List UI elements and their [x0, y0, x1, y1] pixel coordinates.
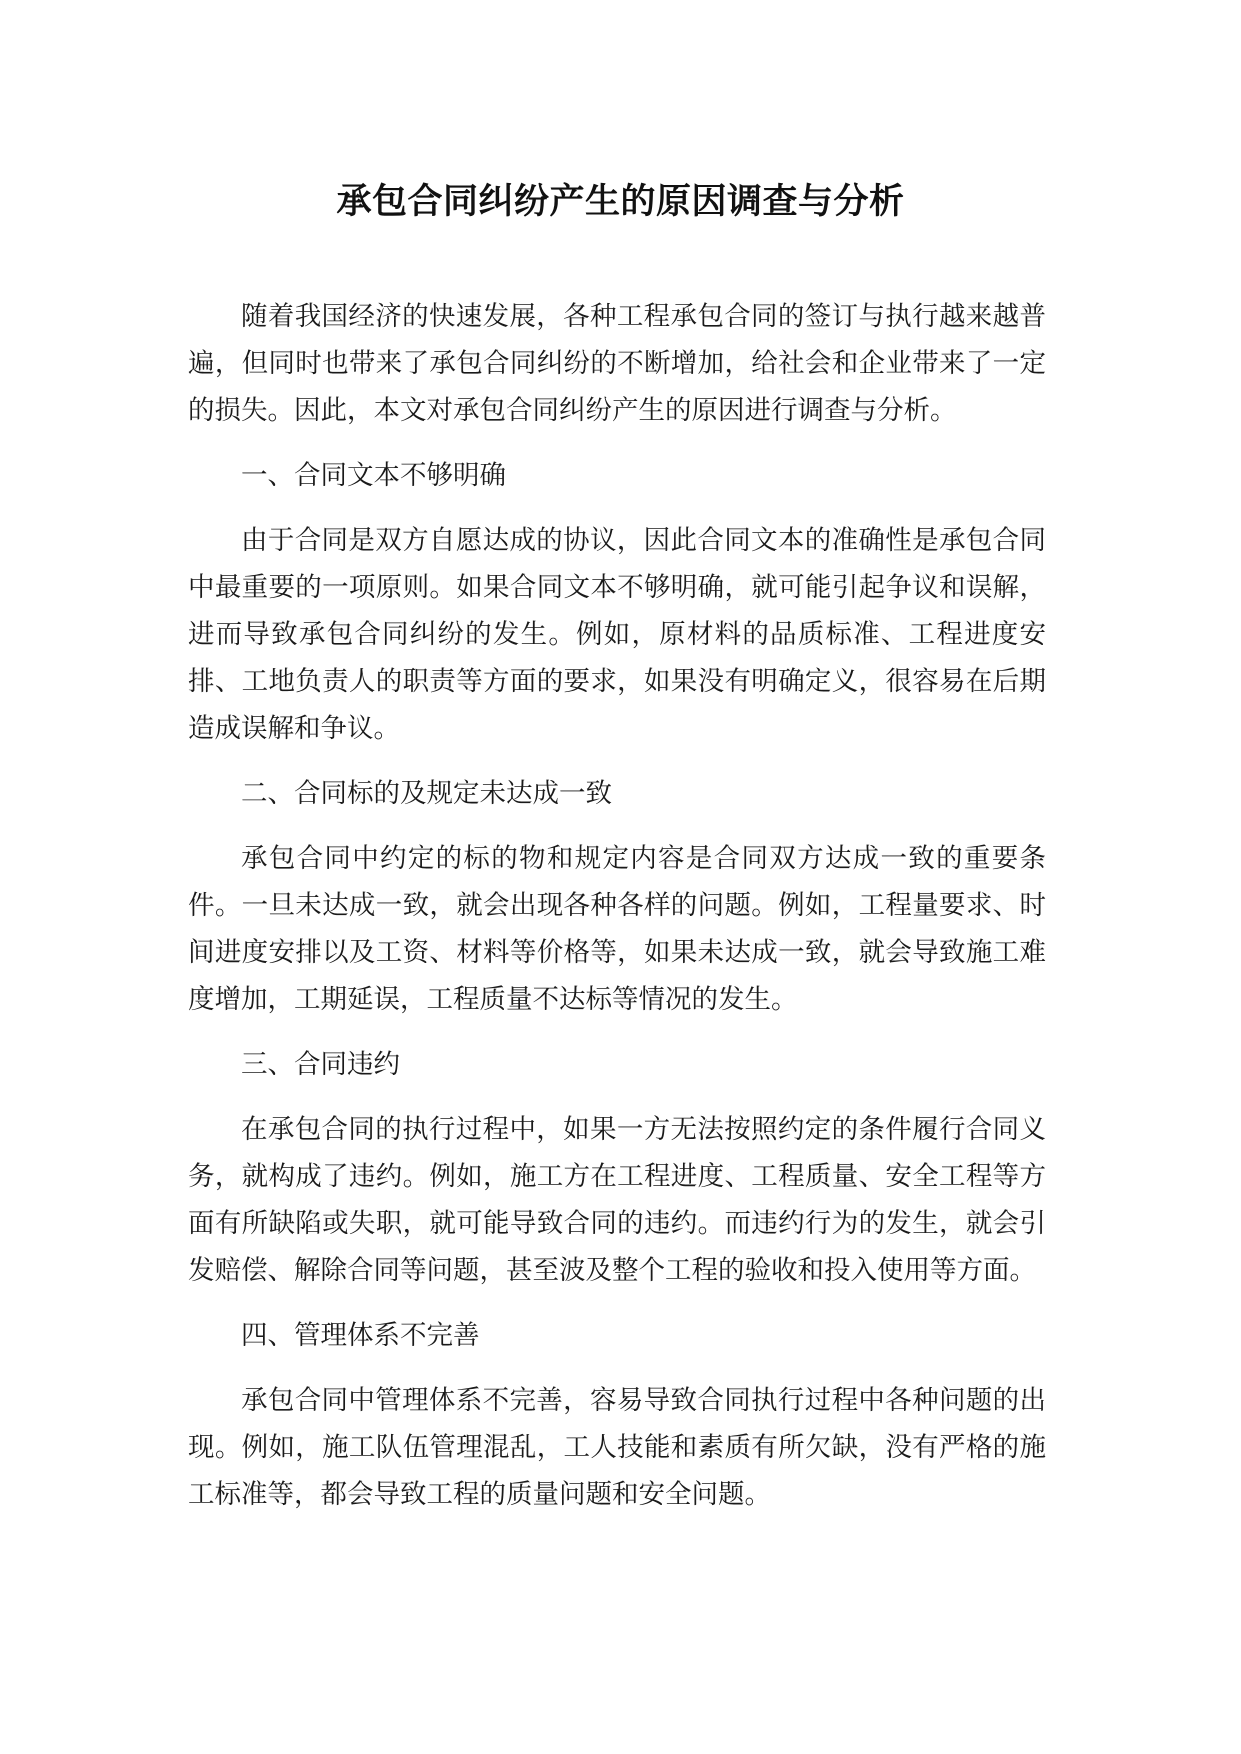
- section-heading-1: 一、合同文本不够明确: [241, 460, 506, 491]
- section-paragraph-1: 由于合同是双方自愿达成的协议，因此合同文本的准确性是承包合同中最重要的一项原则。如果合同文本不够明确，就可能引起争议和误解，进而导致承包合同纠纷的发生。例如，原材料的品质标准、工程进度安排、工地负责人的职责等方面的要求，如果没有明确定义，很容易在后期造成误解和争议。: [188, 525, 1046, 744]
- intro-paragraph: 随着我国经济的快速发展，各种工程承包合同的签订与执行越来越普遍，但同时也带来了承包合同纠纷的不断增加，给社会和企业带来了一定的损失。因此，本文对承包合同纠纷产生的原因进行调查与分析。: [188, 301, 1046, 426]
- section-paragraph-2: 承包合同中约定的标的物和规定内容是合同双方达成一致的重要条件。一旦未达成一致，就会出现各种各样的问题。例如，工程量要求、时间进度安排以及工资、材料等价格等，如果未达成一致，就会导致施工难度增加，工期延误，工程质量不达标等情况的发生。: [188, 843, 1046, 1015]
- page-title: 承包合同纠纷产生的原因调查与分析: [336, 182, 905, 222]
- section-heading-3: 三、合同违约: [241, 1049, 400, 1080]
- section-heading-4: 四、管理体系不完善: [241, 1320, 480, 1351]
- section-heading-2: 二、合同标的及规定未达成一致: [241, 778, 612, 809]
- section-paragraph-4: 承包合同中管理体系不完善，容易导致合同执行过程中各种问题的出现。例如，施工队伍管理混乱，工人技能和素质有所欠缺，没有严格的施工标准等，都会导致工程的质量问题和安全问题。: [188, 1385, 1046, 1510]
- document-body: [188, 293, 1046, 1518]
- section-paragraph-3: 在承包合同的执行过程中，如果一方无法按照约定的条件履行合同义务，就构成了违约。例如，施工方在工程进度、工程质量、安全工程等方面有所缺陷或失职，就可能导致合同的违约。而违约行为的发生，就会引发赔偿、解除合同等问题，甚至波及整个工程的验收和投入使用等方面。: [188, 1114, 1046, 1286]
